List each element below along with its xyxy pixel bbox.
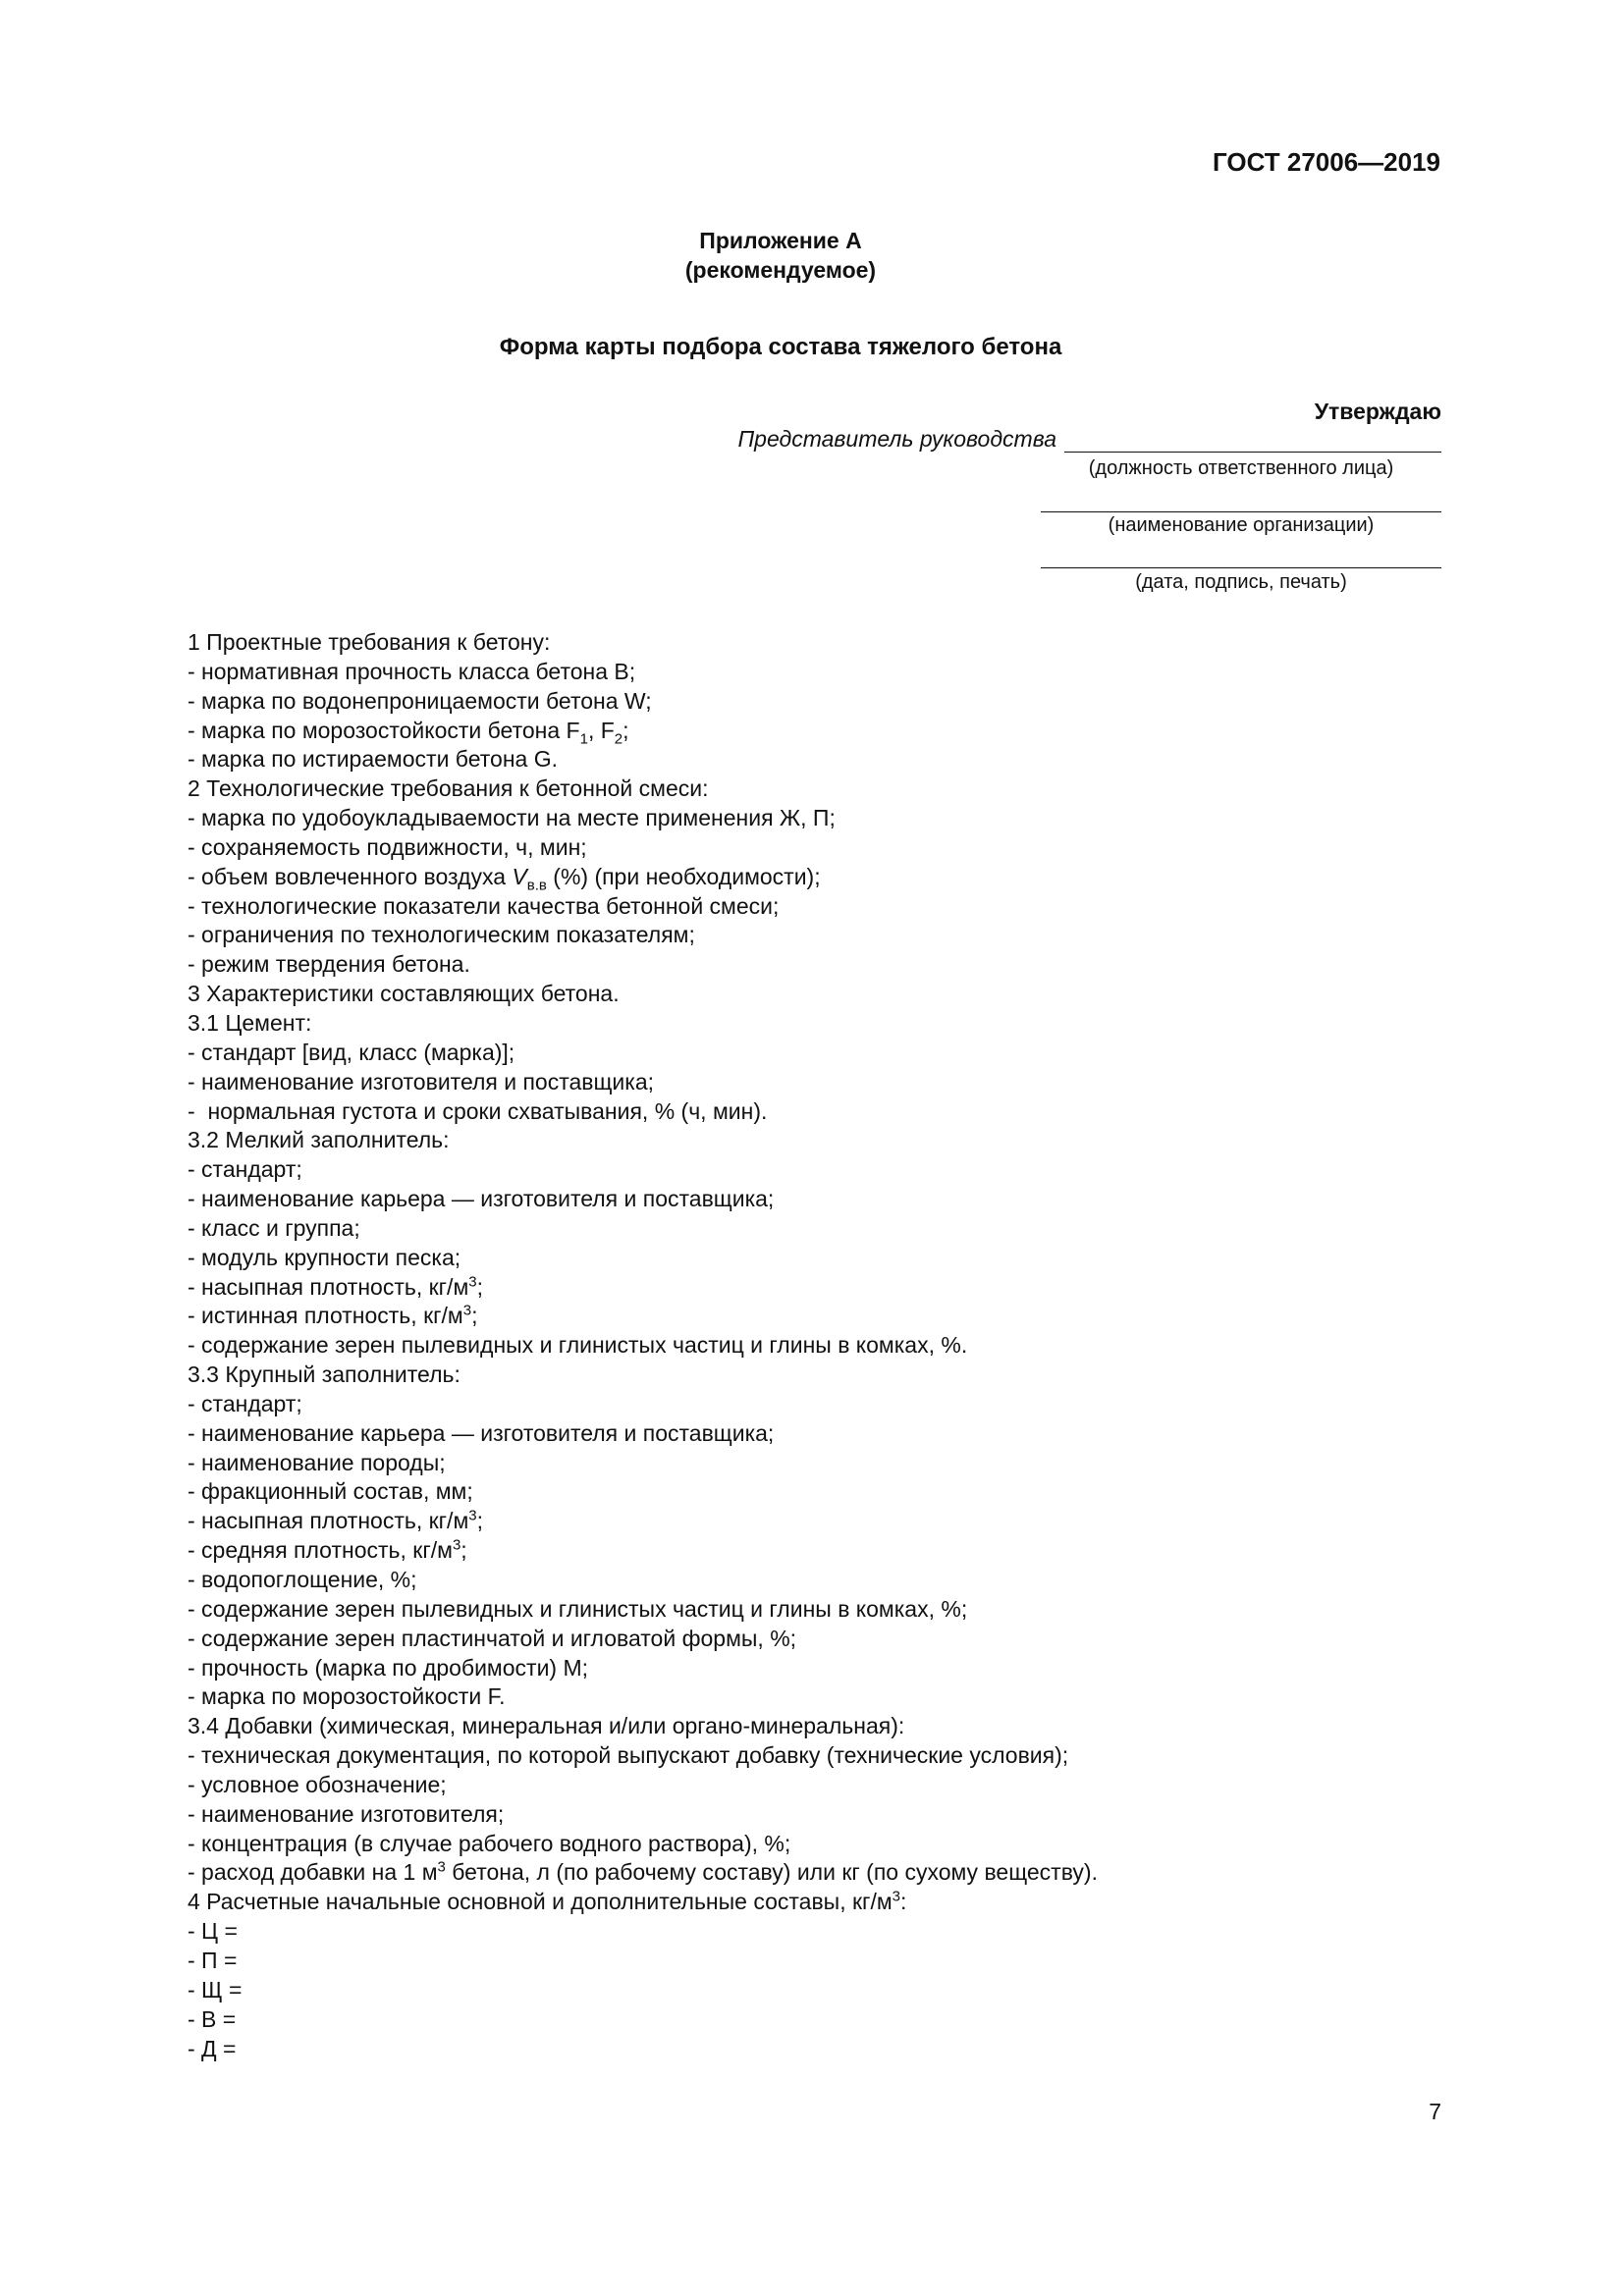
representative-signature-line: [1064, 426, 1441, 453]
list-item: - наименование породы;: [188, 1449, 446, 1475]
list-item: - сохраняемость подвижности, ч, мин;: [188, 833, 587, 860]
date-signature-line: [1041, 567, 1441, 568]
list-item: - насыпная плотность, $кг/м^3$;: [188, 1272, 483, 1300]
list-item: - прочность (марка по дробимости) М;: [188, 1654, 589, 1681]
form-title: Форма карты подбора состава тяжелого бетона: [499, 334, 1062, 360]
list-item: - техническая документация, по которой выпускают добавку (технические условия);: [188, 1742, 1069, 1769]
list-item: - содержание зерен пластинчатой и игловатой формы, %;: [188, 1625, 797, 1651]
list-item: - истинная плотность, $кг/м^3$;: [188, 1302, 478, 1329]
list-item: - нормативная прочность класса бетона B;: [188, 658, 636, 684]
list-item: - средняя плотность, $кг/м^3$;: [188, 1536, 467, 1564]
list-item: - технологические показатели качества бетонной смеси;: [188, 892, 780, 919]
list-item: - марка по морозостойкости бетона $F_1$, $F_2$;: [188, 717, 629, 748]
list-item: - содержание зерен пылевидных и глинистых частиц и глины в комках, %.: [188, 1332, 968, 1359]
subsection-heading: 3.4 Добавки (химическая, минеральная и/или органо-минеральная):: [188, 1713, 905, 1739]
date-caption: (дата, подпись, печать): [1135, 571, 1347, 593]
list-item: - стандарт;: [188, 1156, 302, 1183]
section-heading: 1 Проектные требования к бетону:: [188, 629, 551, 655]
position-caption: (должность ответственного лица): [1088, 457, 1394, 479]
annex-status: (рекомендуемое): [684, 257, 877, 283]
composition-cement: - Ц =: [188, 1918, 238, 1945]
list-item: - фракционный состав, мм;: [188, 1478, 473, 1505]
subsection-heading: 3.2 Мелкий заполнитель:: [188, 1127, 450, 1153]
composition-gravel: - Щ =: [188, 1976, 243, 2002]
subsection-heading: 3.1 Цемент:: [188, 1009, 312, 1036]
list-item: - водопоглощение, %;: [188, 1567, 417, 1592]
list-item: - наименование изготовителя;: [188, 1800, 505, 1827]
list-item: - расход добавки на 1 $м^3$ бетона, л (по рабочему составу) или кг (по сухому веществу).: [188, 1858, 1098, 1886]
list-item: - стандарт;: [188, 1390, 302, 1416]
list-item: - условное обозначение;: [188, 1771, 447, 1797]
list-item: - марка по водонепроницаемости бетона W;: [188, 687, 652, 714]
document-code: ГОСТ 27006—2019: [1213, 147, 1440, 177]
list-item: - модуль крупности песка;: [188, 1244, 461, 1270]
organization-line: [1041, 511, 1441, 512]
annex-header: [0, 226, 1561, 285]
representative-label: Представитель руководства: [737, 426, 1056, 452]
list-item: - объем вовлеченного воздуха $V_{в.в}$ (%) (при необходимости);: [188, 863, 821, 894]
list-item: - класс и группа;: [188, 1214, 360, 1241]
approval-title: Утверждаю: [1314, 399, 1441, 424]
list-item: - марка по морозостойкости F.: [188, 1683, 506, 1710]
organization-caption: (наименование организации): [1108, 514, 1375, 536]
list-item: - наименование изготовителя и поставщика;: [188, 1068, 655, 1095]
list-item: - насыпная плотность, $кг/м^3$;: [188, 1507, 483, 1534]
list-item: - стандарт [вид, класс (марка)];: [188, 1039, 515, 1065]
composition-additive: - Д =: [188, 2035, 237, 2061]
annex-title: Приложение А: [699, 228, 862, 253]
form-body: [188, 628, 1454, 2063]
composition-sand: - П =: [188, 1947, 238, 1973]
list-item: - содержание зерен пылевидных и глинистых частиц и глины в комках, %;: [188, 1595, 968, 1622]
list-item: - марка по истираемости бетона G.: [188, 746, 558, 773]
list-item: - наименование карьера — изготовителя и поставщика;: [188, 1186, 775, 1212]
section-heading: 2 Технологические требования к бетонной смеси:: [188, 775, 709, 802]
section-heading: 3 Характеристики составляющих бетона.: [188, 981, 620, 1007]
list-item: - ограничения по технологическим показателям;: [188, 922, 695, 948]
list-item: - концентрация (в случае рабочего водного раствора), %;: [188, 1830, 791, 1856]
list-item: - нормальная густота и сроки схватывания, % (ч, мин).: [188, 1097, 768, 1124]
list-item: - режим твердения бетона.: [188, 951, 470, 978]
list-item: - наименование карьера — изготовителя и поставщика;: [188, 1419, 775, 1446]
page-number: 7: [1429, 2099, 1441, 2124]
composition-water: - В =: [188, 2005, 237, 2032]
section-heading: 4 Расчетные начальные основной и дополнительные составы, $кг/м^3$:: [188, 1888, 907, 1915]
representative-row: [738, 426, 1441, 453]
subsection-heading: 3.3 Крупный заполнитель:: [188, 1362, 460, 1388]
list-item: - марка по удобоукладываемости на месте применения Ж, П;: [188, 805, 836, 831]
